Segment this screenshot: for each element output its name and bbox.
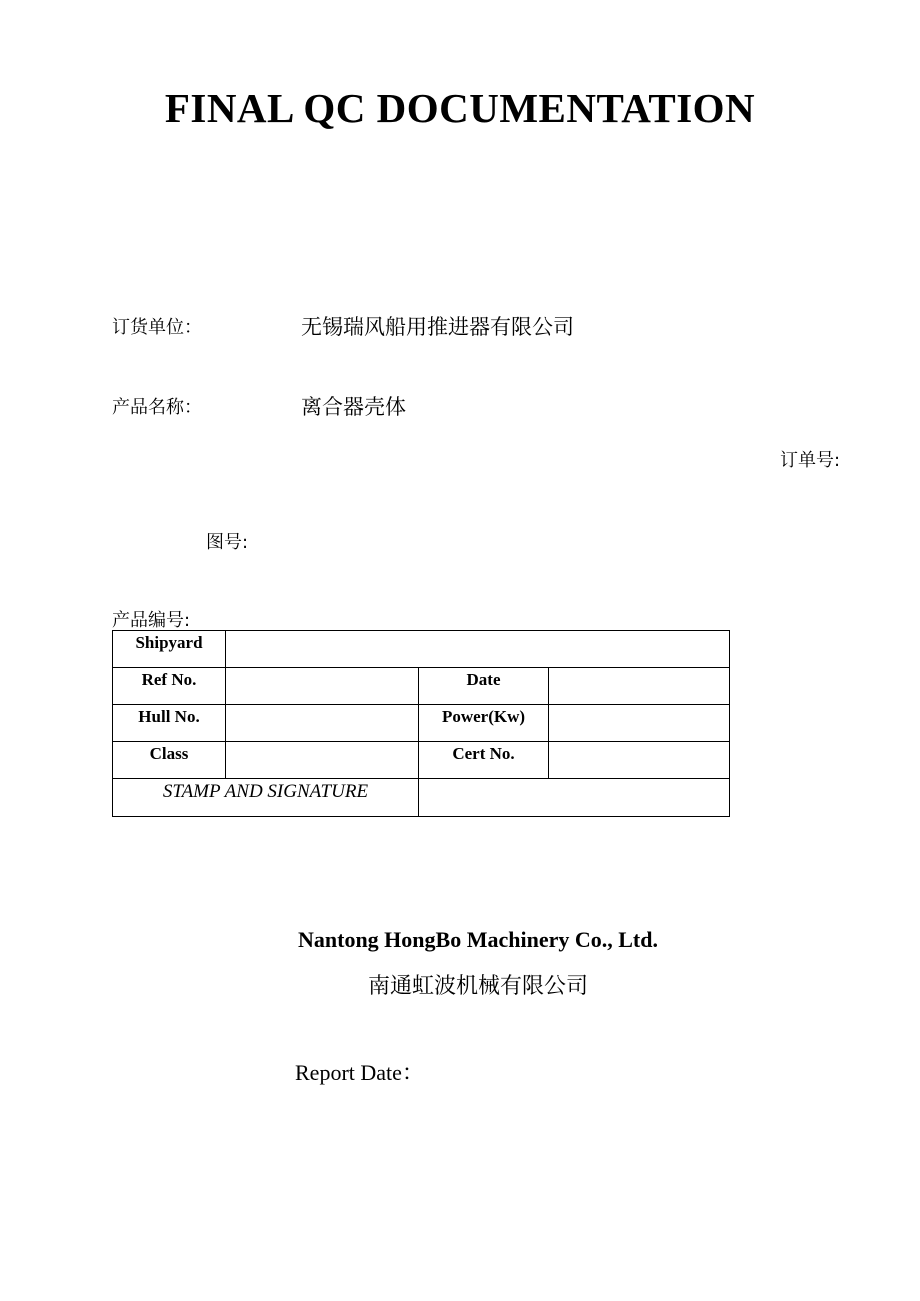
- power-label: Power(Kw): [441, 707, 526, 726]
- product-name-label: 产品名称：: [112, 397, 202, 418]
- ref-no-label: Ref No.: [141, 670, 197, 689]
- product-name-value: 离合器壳体: [301, 395, 406, 419]
- date-value-cell: [549, 668, 730, 705]
- drawing-no-label: 图号:: [206, 532, 249, 553]
- shipyard-label-cell: [113, 631, 226, 668]
- ref-no-value-cell: [226, 668, 419, 705]
- ref-no-label-cell: [113, 668, 226, 705]
- table-row: [113, 631, 730, 668]
- date-label-cell: [419, 668, 549, 705]
- product-no-label: 产品编号:: [112, 610, 191, 631]
- report-date-label: Report Date：: [295, 1060, 424, 1085]
- table-row: [113, 705, 730, 742]
- stamp-value-cell: [419, 779, 730, 817]
- class-label: Class: [149, 744, 189, 763]
- table-row: [113, 742, 730, 779]
- class-label-cell: [113, 742, 226, 779]
- table-row: [113, 668, 730, 705]
- cert-no-label: Cert No.: [452, 744, 515, 763]
- customer-value: 无锡瑞风船用推进器有限公司: [301, 315, 574, 339]
- stamp-signature-label: STAMP AND SIGNATURE: [162, 781, 369, 802]
- cert-no-value-cell: [549, 742, 730, 779]
- hull-no-value-cell: [226, 705, 419, 742]
- hull-no-label: Hull No.: [138, 707, 200, 726]
- power-label-cell: [419, 705, 549, 742]
- shipyard-value-cell: [226, 631, 730, 668]
- order-no-label: 订单号:: [780, 450, 841, 471]
- table-row: [113, 779, 730, 817]
- date-label: Date: [466, 670, 501, 689]
- document-title: FINAL QC DOCUMENTATION: [164, 85, 756, 131]
- class-value-cell: [226, 742, 419, 779]
- company-name-cn: 南通虹波机械有限公司: [367, 974, 588, 999]
- vessel-info-table: [112, 630, 730, 817]
- shipyard-label: Shipyard: [135, 633, 203, 652]
- customer-label: 订货单位：: [112, 317, 202, 338]
- hull-no-label-cell: [113, 705, 226, 742]
- stamp-label-cell: [113, 779, 419, 817]
- company-name-en: Nantong HongBo Machinery Co., Ltd.: [298, 927, 658, 952]
- power-value-cell: [549, 705, 730, 742]
- cert-no-label-cell: [419, 742, 549, 779]
